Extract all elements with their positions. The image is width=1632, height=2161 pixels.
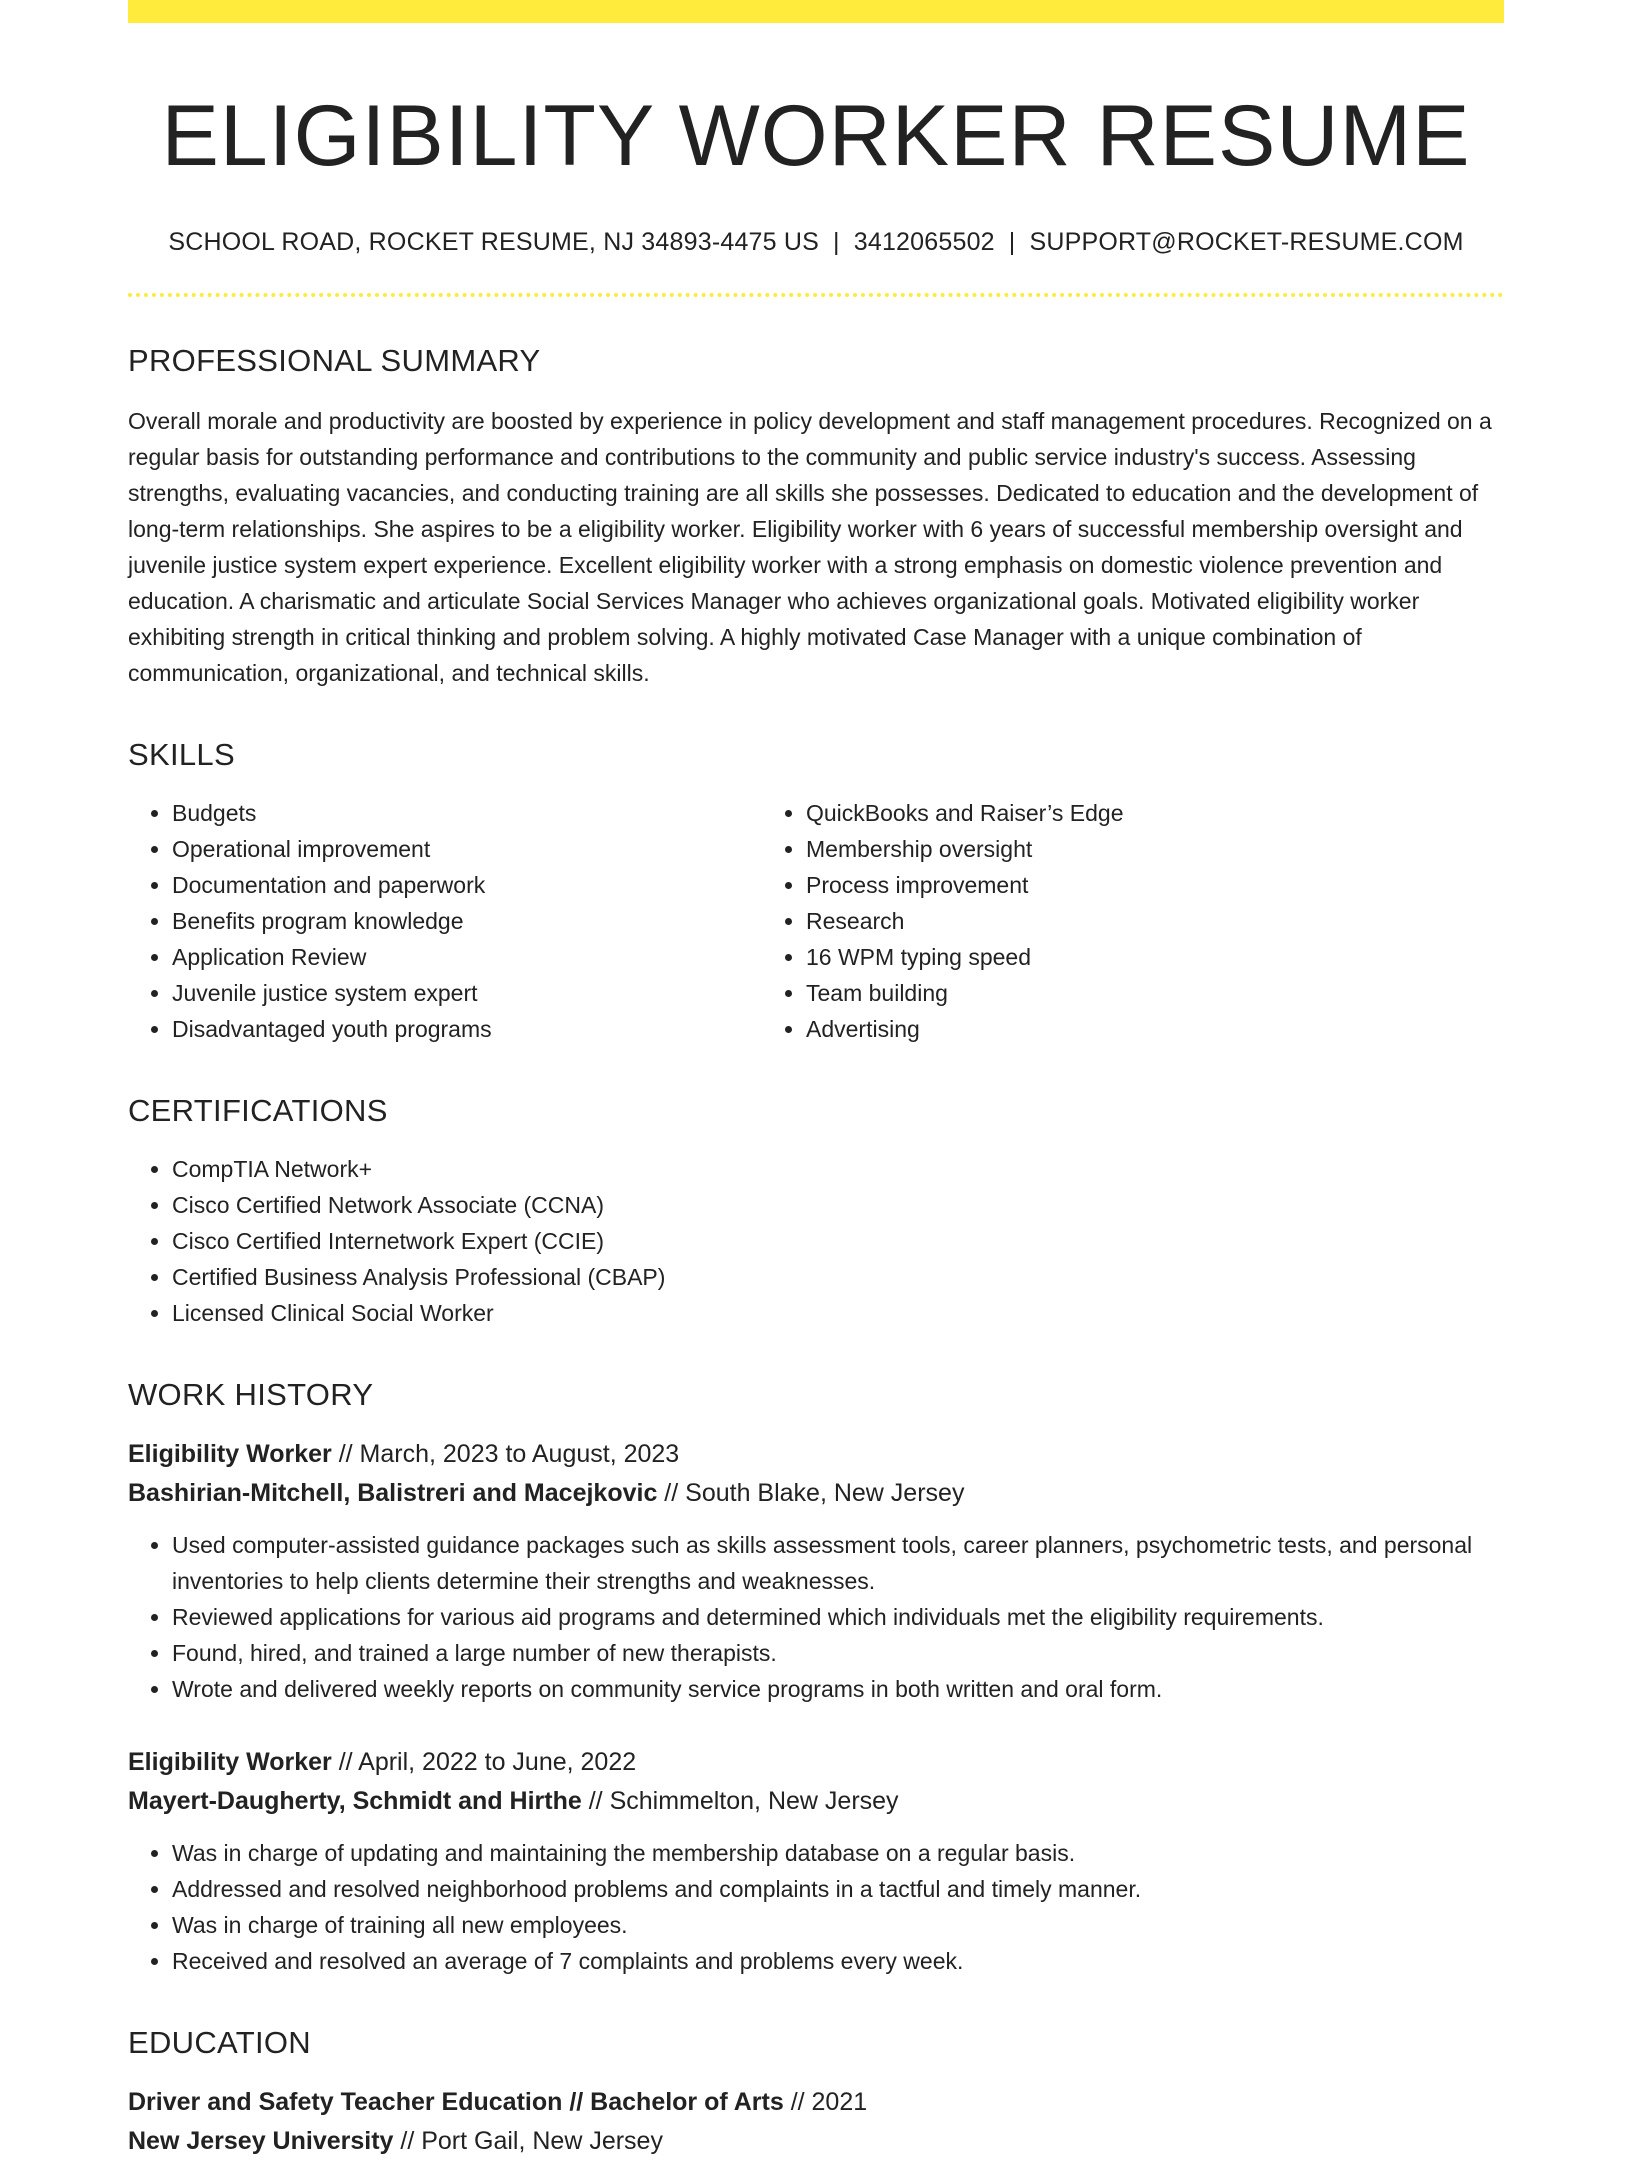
education-section [128, 2025, 1504, 2161]
certification-item: • Cisco Certified Internetwork Expert (CCIE) [172, 1223, 1504, 1259]
skill-item: • Juvenile justice system expert [172, 975, 762, 1011]
skill-item: • Research [806, 903, 1396, 939]
contact-phone[interactable]: 3412065502 [853, 228, 995, 257]
skills-list-left [128, 795, 762, 1047]
contact-email[interactable]: SUPPORT@ROCKET-RESUME.COM [1029, 228, 1464, 257]
skill-item: • Budgets [172, 795, 762, 831]
skill-item: • Application Review [172, 939, 762, 975]
job-title: Eligibility Worker [128, 1440, 332, 1469]
summary-section [128, 343, 1504, 691]
certifications-heading: CERTIFICATIONS [128, 1093, 388, 1129]
job-bullet: • Wrote and delivered weekly reports on community service programs in both written and oral form. [172, 1671, 1504, 1707]
work-history-heading: WORK HISTORY [128, 1377, 374, 1413]
job-company: Mayert-Daugherty, Schmidt and Hirthe [128, 1787, 582, 1816]
skill-item: • Disadvantaged youth programs [172, 1011, 762, 1047]
work-history-section [128, 1377, 1504, 1979]
skills-grid [128, 795, 1504, 1047]
contact-line [128, 228, 1504, 257]
education-entry [128, 2083, 1504, 2161]
job-entry [128, 1435, 1504, 1707]
skill-item: • Advertising [806, 1011, 1396, 1047]
job-bullet: • Addressed and resolved neighborhood problems and complaints in a tactful and timely manner. [172, 1871, 1504, 1907]
job-bullet: • Was in charge of training all new employees. [172, 1907, 1504, 1943]
job-location: // Schimmelton, New Jersey [581, 1787, 899, 1816]
summary-heading: PROFESSIONAL SUMMARY [128, 343, 541, 379]
job-entry [128, 1743, 1504, 1979]
resume-page [128, 0, 1504, 2161]
job-company-line [128, 1782, 1504, 1821]
dotted-divider [128, 293, 1504, 297]
job-bullet: • Used computer-assisted guidance packages such as skills assessment tools, career planners, psychometric tests, and personal inventories to help clients determine their strengths and weaknesses. [172, 1527, 1504, 1599]
job-title-line [128, 1743, 1504, 1782]
job-location: // South Blake, New Jersey [657, 1479, 965, 1508]
job-company: Bashirian-Mitchell, Balistreri and Macejkovic [128, 1479, 658, 1508]
job-dates: // April, 2022 to June, 2022 [331, 1748, 637, 1777]
job-title: Eligibility Worker [128, 1748, 332, 1777]
education-degree-line [128, 2083, 1504, 2122]
job-bullet: • Was in charge of updating and maintaining the membership database on a regular basis. [172, 1835, 1504, 1871]
contact-separator: | [833, 228, 840, 257]
skill-item: • 16 WPM typing speed [806, 939, 1396, 975]
education-location: // Port Gail, New Jersey [393, 2127, 663, 2156]
skill-item: • Team building [806, 975, 1396, 1011]
education-school-line [128, 2122, 1504, 2161]
skills-list-right [762, 795, 1396, 1047]
education-year: // 2021 [783, 2088, 868, 2117]
job-bullets [128, 1527, 1504, 1707]
certifications-section [128, 1093, 1504, 1331]
skill-item: • Process improvement [806, 867, 1396, 903]
skills-heading: SKILLS [128, 737, 235, 773]
contact-address: SCHOOL ROAD, ROCKET RESUME, NJ 34893-4475 US [168, 228, 820, 257]
skill-item: • Benefits program knowledge [172, 903, 762, 939]
education-school: New Jersey University [128, 2127, 394, 2156]
skills-section [128, 737, 1504, 1047]
certification-item: • Cisco Certified Network Associate (CCNA) [172, 1187, 1504, 1223]
skill-item: • Membership oversight [806, 831, 1396, 867]
top-accent-bar [128, 0, 1504, 23]
certification-item: • Certified Business Analysis Professional (CBAP) [172, 1259, 1504, 1295]
resume-title: ELIGIBILITY WORKER RESUME [161, 88, 1471, 184]
certification-item: • Licensed Clinical Social Worker [172, 1295, 1504, 1331]
job-bullet: • Found, hired, and trained a large number of new therapists. [172, 1635, 1504, 1671]
contact-separator: | [1008, 228, 1016, 257]
education-degree: Driver and Safety Teacher Education // Bachelor of Arts [128, 2088, 784, 2117]
certifications-list [128, 1151, 1504, 1331]
skill-item: • Operational improvement [172, 831, 762, 867]
education-heading: EDUCATION [128, 2025, 311, 2061]
job-title-line [128, 1435, 1504, 1474]
summary-text: Overall morale and productivity are boosted by experience in policy development and staff management procedures. Recognized on a regular basis for outstanding performance and contributions to the community and public service industry's success. Assessing strengths, evaluating vacancies, and conducting training are all skills she possesses. Dedicated to education and the development of long-term relationships. She aspires to be a eligibility worker. Eligibility worker with 6 years of successful membership oversight and juvenile justice system expert experience. Excellent eligibility worker with a strong emphasis on domestic violence prevention and education. A charismatic and articulate Social Services Manager who achieves organizational goals. Motivated eligibility worker exhibiting strength in critical thinking and problem solving. A highly motivated Case Manager with a unique combination of communication, organizational, and technical skills. [128, 408, 1492, 687]
job-bullet: • Reviewed applications for various aid programs and determined which individuals met the eligibility requirements. [172, 1599, 1504, 1635]
skill-item: • Documentation and paperwork [172, 867, 762, 903]
job-bullets [128, 1835, 1504, 1979]
job-company-line [128, 1474, 1504, 1513]
skill-item: • QuickBooks and Raiser’s Edge [806, 795, 1396, 831]
job-dates: // March, 2023 to August, 2023 [331, 1440, 680, 1469]
job-bullet: • Received and resolved an average of 7 complaints and problems every week. [172, 1943, 1504, 1979]
certification-item: • CompTIA Network+ [172, 1151, 1504, 1187]
